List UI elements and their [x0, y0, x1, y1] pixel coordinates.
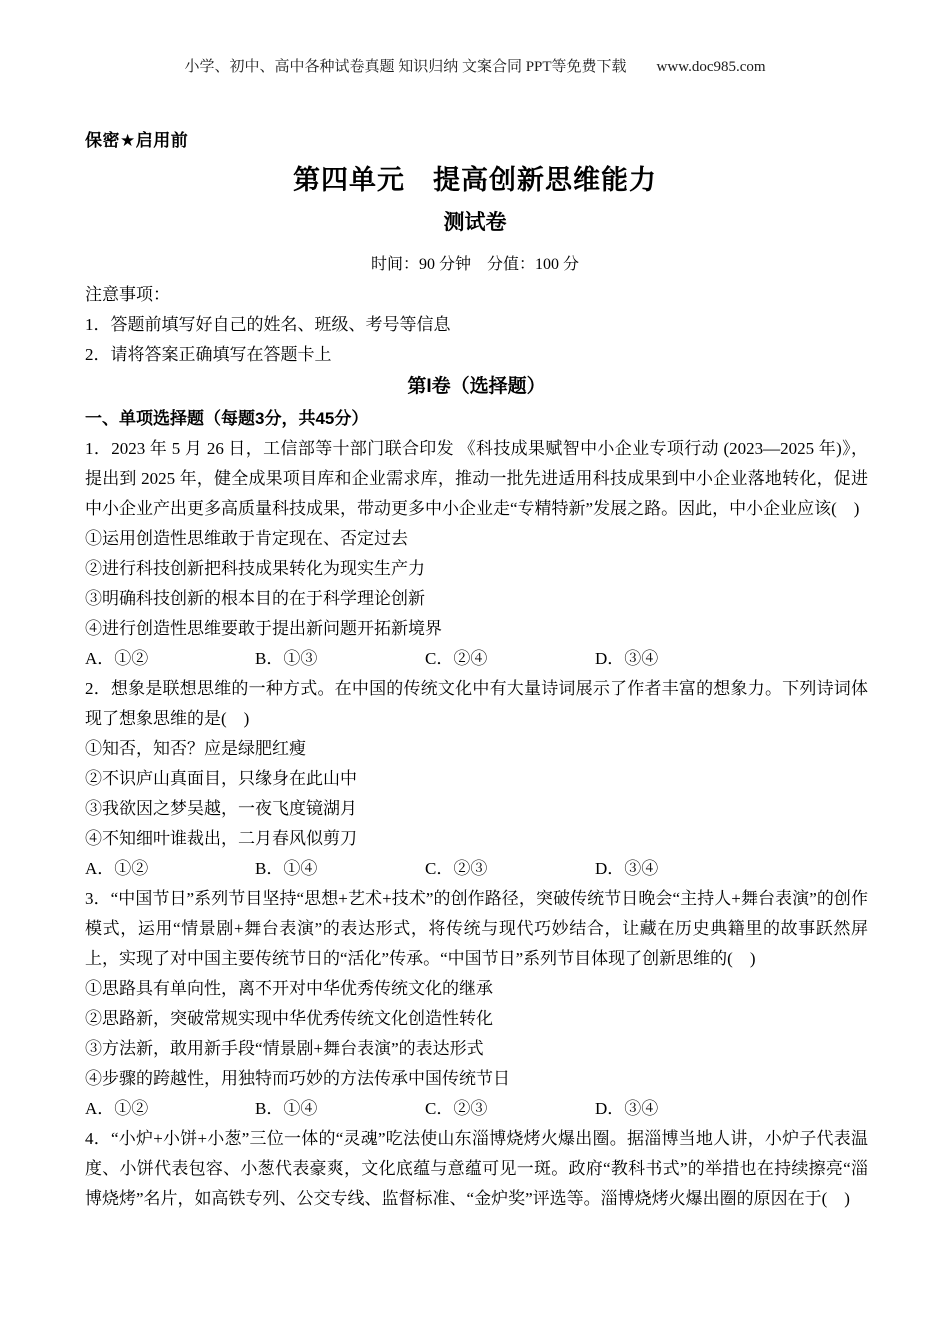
question-4 [85, 1124, 868, 1214]
question-1-option-a: A．①② [85, 649, 149, 668]
security-notice: 保密★启用前 [85, 131, 189, 150]
promo-header [0, 55, 950, 76]
notes-heading: 注意事项： [85, 285, 170, 304]
question-1-item-4: ④进行创造性思维要敢于提出新问题开拓新境界 [85, 619, 442, 638]
question-1-option-c: C．②④ [425, 649, 488, 668]
question-2-item-2: ②不识庐山真面目，只缘身在此山中 [85, 769, 357, 788]
question-1-option-d: D．③④ [595, 649, 659, 668]
question-3-stem: 3．“中国节日”系列节目坚持“思想+艺术+技术”的创作路径，突破传统节日晚会“主持人+舞台表演”的创作模式，运用“情景剧+舞台表演”的表达形式，将传统与现代巧妙结合，让藏在历史典籍里的故事跃然屏上，实现了对中国主要传统节日的“活化”传承。“中国节日”系列节目体现了创新思维的( ) [85, 889, 868, 968]
exam-body [85, 280, 868, 1214]
question-2-item-1: ①知否，知否？应是绿肥红瘦 [85, 739, 306, 758]
volume-heading: 第I卷（选择题） [407, 376, 546, 397]
question-3 [85, 884, 868, 1124]
question-3-option-c: C．②③ [425, 1099, 488, 1118]
question-3-option-d: D．③④ [595, 1099, 659, 1118]
question-2-option-a: A．①② [85, 859, 149, 878]
paper-type: 测试卷 [443, 211, 507, 234]
section-heading: 一、单项选择题（每题3分，共45分） [85, 409, 369, 428]
question-3-item-3: ③方法新，敢用新手段“情景剧+舞台表演”的表达形式 [85, 1039, 484, 1058]
question-3-options [85, 1094, 868, 1124]
site-url: www.doc985.com [656, 59, 766, 75]
note-item-1: 1．答题前填写好自己的姓名、班级、考号等信息 [85, 315, 451, 334]
question-2-stem: 2．想象是联想思维的一种方式。在中国的传统文化中有大量诗词展示了作者丰富的想象力。下列诗词体现了想象思维的是( ) [85, 679, 868, 728]
question-3-option-a: A．①② [85, 1099, 149, 1118]
question-2-item-4: ④不知细叶谁裁出，二月春风似剪刀 [85, 829, 357, 848]
note-item-2: 2．请将答案正确填写在答题卡上 [85, 345, 332, 364]
question-3-item-4: ④步骤的跨越性，用独特而巧妙的方法传承中国传统节日 [85, 1069, 510, 1088]
question-1-item-1: ①运用创造性思维敢于肯定现在、否定过去 [85, 529, 408, 548]
question-2-options [85, 854, 868, 884]
unit-title: 第四单元 提高创新思维能力 [293, 165, 657, 195]
question-2-option-d: D．③④ [595, 859, 659, 878]
question-1 [85, 434, 868, 674]
promo-text: 小学、初中、高中各种试卷真题 知识归纳 文案合同 PPT等免费下载 [184, 59, 627, 75]
question-2-item-3: ③我欲因之梦吴越，一夜飞度镜湖月 [85, 799, 357, 818]
question-3-option-b: B．①④ [255, 1099, 318, 1118]
question-2-option-b: B．①④ [255, 859, 318, 878]
question-1-stem: 1．2023 年 5 月 26 日，工信部等十部门联合印发 《科技成果赋智中小企业专项行动 (2023—2025 年)》，提出到 2025 年，健全成果项目库和企业需求库，推动一批先进适用科技成果到中小企业落地转化，促进中小企业产出更多高质量科技成果，带动更多中小企业走“专精特新”发展之路。因此，中小企业应该( ) [85, 439, 868, 518]
question-1-option-b: B．①③ [255, 649, 318, 668]
time-score-line: 时间：90 分钟 分值：100 分 [370, 256, 579, 273]
question-2 [85, 674, 868, 884]
question-3-item-2: ②思路新，突破常规实现中华优秀传统文化创造性转化 [85, 1009, 493, 1028]
question-1-options [85, 644, 868, 674]
question-1-item-2: ②进行科技创新把科技成果转化为现实生产力 [85, 559, 425, 578]
question-3-item-1: ①思路具有单向性，离不开对中华优秀传统文化的继承 [85, 979, 493, 998]
question-2-option-c: C．②③ [425, 859, 488, 878]
question-4-stem: 4．“小炉+小饼+小葱”三位一体的“灵魂”吃法使山东淄博烧烤火爆出圈。据淄博当地人讲，小炉子代表温度、小饼代表包容、小葱代表豪爽，文化底蕴与意蕴可见一斑。政府“教科书式”的举措也在持续擦亮“淄博烧烤”名片，如高铁专列、公交专线、监督标准、“金炉奖”评选等。淄博烧烤火爆出圈的原因在于( ) [85, 1129, 868, 1208]
question-1-item-3: ③明确科技创新的根本目的在于科学理论创新 [85, 589, 425, 608]
